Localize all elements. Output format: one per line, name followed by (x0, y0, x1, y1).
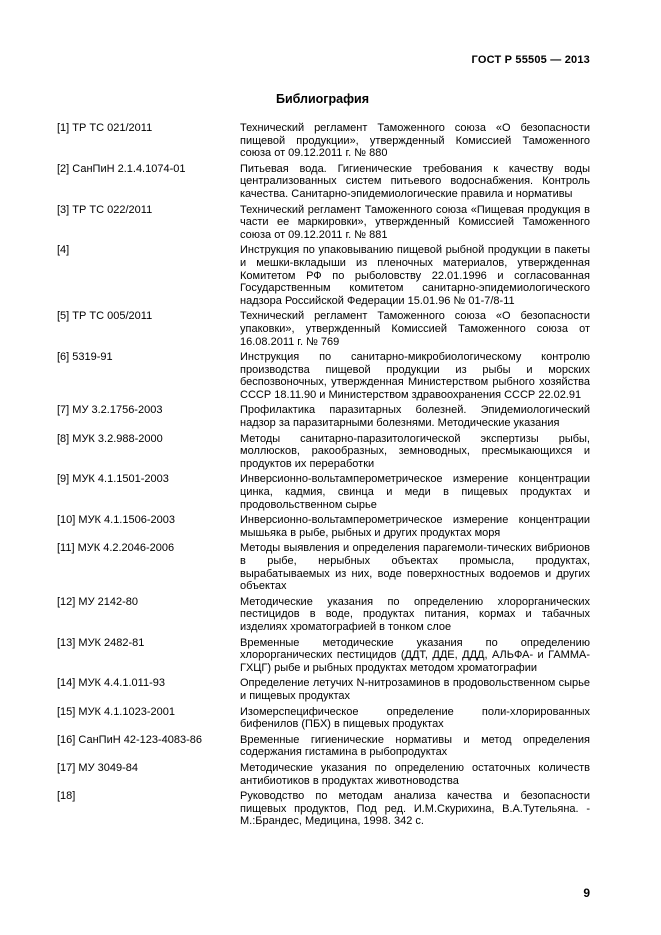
bibliography-entry (55, 596, 590, 634)
page-title: Библиография (275, 92, 370, 106)
reference-label: [7] МУ 3.2.1756-2003 (57, 404, 163, 417)
reference-text: Методические указания по определению хлорорганических пестицидов в воде, продуктах питания, кормах и табачных изделиях хроматографией в тонком слое (240, 595, 590, 633)
reference-label: [9] МУК 4.1.1501-2003 (57, 473, 169, 486)
reference-label: [8] МУК 3.2.988-2000 (57, 432, 163, 445)
reference-label: [2] СанПиН 2.1.4.1074-01 (57, 162, 186, 175)
bibliography-entry (55, 706, 590, 731)
reference-label: [10] МУК 4.1.1506-2003 (57, 514, 175, 527)
reference-text: Методы выявления и определения парагемоли-тических вибрионов в рыбе, нерыбных объектах промысла, продуктах, вырабатываемых из них, воде поверхностных водоемов и других объектах (240, 542, 590, 593)
reference-text: Инструкция по санитарно-микробиологическому контролю производства пищевой продукции из рыбы и морских беспозвоночных, утвержденная Министерством рыбного хозяйства СССР 18.11.90 и Министерством здравоохранения СССР 22.02.91 (240, 351, 590, 401)
bibliography-entry (55, 637, 590, 675)
bibliography-entry (55, 433, 590, 471)
reference-text: Временные гигиенические нормативы и метод определения содержания гистамина в рыбопродуктах (240, 733, 590, 759)
reference-label: [15] МУК 4.1.1023-2001 (57, 705, 175, 718)
reference-text: Методы санитарно-паразитологической экспертизы рыбы, моллюсков, ракообразных, земноводных, пресмыкающихся и продуктов их переработки (240, 432, 590, 470)
reference-text: Руководство по методам анализа качества и безопасности пищевых продуктов, Под ред. И.М.Скурихина, В.А.Тутельяна. - М.:Брандес, Медицина, 1998. 342 с. (240, 790, 590, 828)
reference-label: [6] 5319-91 (57, 351, 113, 364)
reference-label: [3] ТР ТС 022/2011 (57, 203, 153, 216)
reference-label: [14] МУК 4.4.1.011-93 (57, 677, 165, 690)
bibliography-entry (55, 351, 590, 401)
bibliography-entry (55, 734, 590, 759)
bibliography-entry (55, 762, 590, 787)
bibliography-entry (55, 244, 590, 307)
reference-text: Изомерспецифическое определение поли-хлорированных бифенилов (ПБХ) в пищевых продуктах (240, 705, 590, 731)
reference-text: Инверсионно-вольтамперометрическое измерение концентрации цинка, кадмия, свинца и меди в пищевых продуктах и продовольственном сырье (240, 473, 590, 511)
document-number: ГОСТ Р 55505 — 2013 (471, 54, 590, 66)
page-number: 9 (583, 886, 590, 900)
reference-label: [17] МУ 3049-84 (57, 761, 138, 774)
bibliography-list (55, 122, 590, 831)
reference-text: Питьевая вода. Гигиенические требования к качеству воды централизованных систем питьевого водоснабжения. Контроль качества. Санитарно-эпидемиологические правила и нормативы (240, 162, 590, 200)
reference-label: [1] ТР ТС 021/2011 (57, 122, 153, 134)
reference-text: Инструкция по упаковыванию пищевой рыбной продукции в пакеты и мешки-вкладыши из пленочных материалов, утвержденная Комитетом РФ по рыболовству 22.01.1996 и согласованная Государственным комитетом санитарно-эпидемиологического надзора Российской Федерации 15.01.96 № 01-7/8-11 (240, 244, 590, 307)
reference-text: Инверсионно-вольтамперометрическое измерение концентрации мышьяка в рыбе, рыбных и других продуктах моря (240, 514, 590, 539)
reference-label: [18] (57, 790, 76, 803)
bibliography-entry (55, 163, 590, 201)
reference-label: [4] (57, 244, 70, 257)
reference-text: Технический регламент Таможенного союза «О безопасности пищевой продукции», утвержденный Комиссией Таможенного союза от 09.12.2011 г. № 880 (240, 122, 590, 160)
bibliography-entry (55, 404, 590, 429)
reference-label: [11] МУК 4.2.2046-2006 (57, 542, 175, 555)
bibliography-entry (55, 122, 590, 160)
reference-label: [13] МУК 2482-81 (57, 636, 145, 649)
bibliography-entry (55, 677, 590, 702)
reference-text: Профилактика паразитарных болезней. Эпидемиологический надзор за паразитарными болезнями. Методические указания (240, 404, 590, 430)
reference-label: [16] СанПиН 42-123-4083-86 (57, 733, 202, 746)
reference-text: Технический регламент Таможенного союза «Пищевая продукция в части ее маркировки», утвержденный Комиссией Таможенного союза от 09.12.2011 г. № 881 (240, 203, 590, 241)
reference-text: Методические указания по определению остаточных количеств антибиотиков в продуктах животноводства (240, 761, 590, 787)
bibliography-entry (55, 542, 590, 592)
bibliography-entry (55, 204, 590, 242)
bibliography-entry (55, 514, 590, 539)
reference-text: Временные методические указания по определению хлорорганических пестицидов (ДДТ, ДДЕ, ДДД, АЛЬФА- и ГАММА-ГХЦГ) рыбе и рыбных продуктах методом хроматографии (240, 636, 590, 674)
reference-text: Определение летучих N-нитрозаминов в продовольственном сырье и пищевых продуктах (240, 677, 590, 702)
bibliography-entry (55, 473, 590, 511)
bibliography-entry (55, 790, 590, 828)
reference-label: [5] ТР ТС 005/2011 (57, 310, 153, 323)
reference-text: Технический регламент Таможенного союза «О безопасности упаковки», утвержденный Комиссией Таможенного союза от 16.08.2011 г. № 769 (240, 310, 590, 348)
reference-label: [12] МУ 2142-80 (57, 595, 138, 608)
bibliography-entry (55, 310, 590, 348)
